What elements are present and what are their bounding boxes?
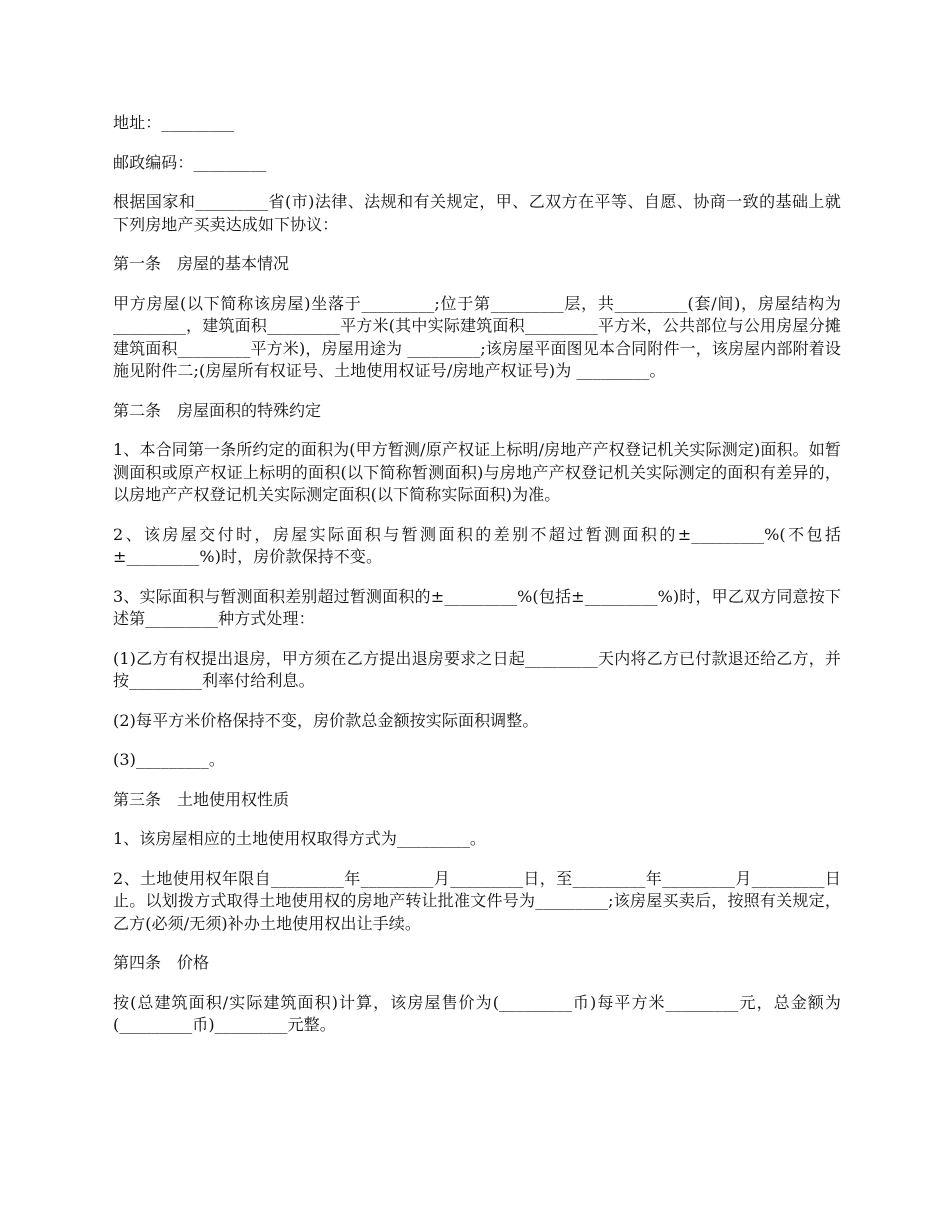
- document-page: [113, 112, 841, 1054]
- article-3-item-2: 2、土地使用权年限自_________年_________月_________日，至_________年_________月_________日止。以划拨方式取得土地使用权的房地产转让批准文件号为_________;该房屋买卖后，按照有关规定，乙方(必须/无须)补办土地使用权出让手续。: [113, 868, 841, 933]
- article-2-item-1: 1、本合同第一条所约定的面积为(甲方暂测/原产权证上标明/房地产产权登记机关实际测定)面积。如暂测面积或原产权证上标明的面积(以下简称暂测面积)与房地产产权登记机关实际测定的面积有差异的，以房地产产权登记机关实际测定面积(以下简称实际面积)为准。: [113, 440, 841, 504]
- article-1-paragraph: 甲方房屋(以下简称该房屋)坐落于_________;位于第_________层，共_________(套/间)，房屋结构为_________，建筑面积_________平方米(其中实际建筑面积_________平方米，公共部位与公用房屋分摊建筑面积_________平方米)，房屋用途为 _________;该房屋平面图见本合同附件一，该房屋内部附着设施见附件二;(房屋所有权证号、土地使用权证号/房地产权证号)为 _________。: [113, 293, 841, 380]
- article-2-option-2: (2)每平方米价格保持不变，房价款总金额按实际面积调整。: [113, 710, 539, 730]
- address-line: 地址：_________: [113, 113, 235, 132]
- article-2-heading: 第二条 房屋面积的特殊约定: [113, 400, 322, 420]
- article-3-heading: 第三条 土地使用权性质: [113, 789, 290, 809]
- article-2-option-3: (3)_________。: [113, 750, 225, 769]
- article-3-item-1: 1、该房屋相应的土地使用权取得方式为_________。: [113, 829, 486, 848]
- article-1-heading: 第一条 房屋的基本情况: [113, 254, 290, 273]
- postal-code-line: 邮政编码：_________: [113, 152, 267, 172]
- article-2-item-3: 3、实际面积与暂测面积差别超过暂测面积的±_________%(包括±_________%)时，甲乙双方同意按下述第_________种方式处理：: [113, 586, 841, 628]
- preamble-paragraph: 根据国家和_________省(市)法律、法规和有关规定，甲、乙双方在平等、自愿、协商一致的基础上就下列房地产买卖达成如下协议：: [113, 192, 841, 234]
- article-4-paragraph: 按(总建筑面积/实际建筑面积)计算，该房屋售价为(_________币)每平方米_________元，总金额为(_________币)_________元整。: [113, 992, 841, 1034]
- article-4-heading: 第四条 价格: [113, 953, 210, 972]
- article-2-item-2: 2、该房屋交付时，房屋实际面积与暂测面积的差别不超过暂测面积的±_________%(不包括±_________%)时，房价款保持不变。: [113, 524, 841, 566]
- article-2-option-1: (1)乙方有权提出退房，甲方须在乙方提出退房要求之日起_________天内将乙方已付款退还给乙方，并按_________利率付给利息。: [113, 648, 841, 690]
